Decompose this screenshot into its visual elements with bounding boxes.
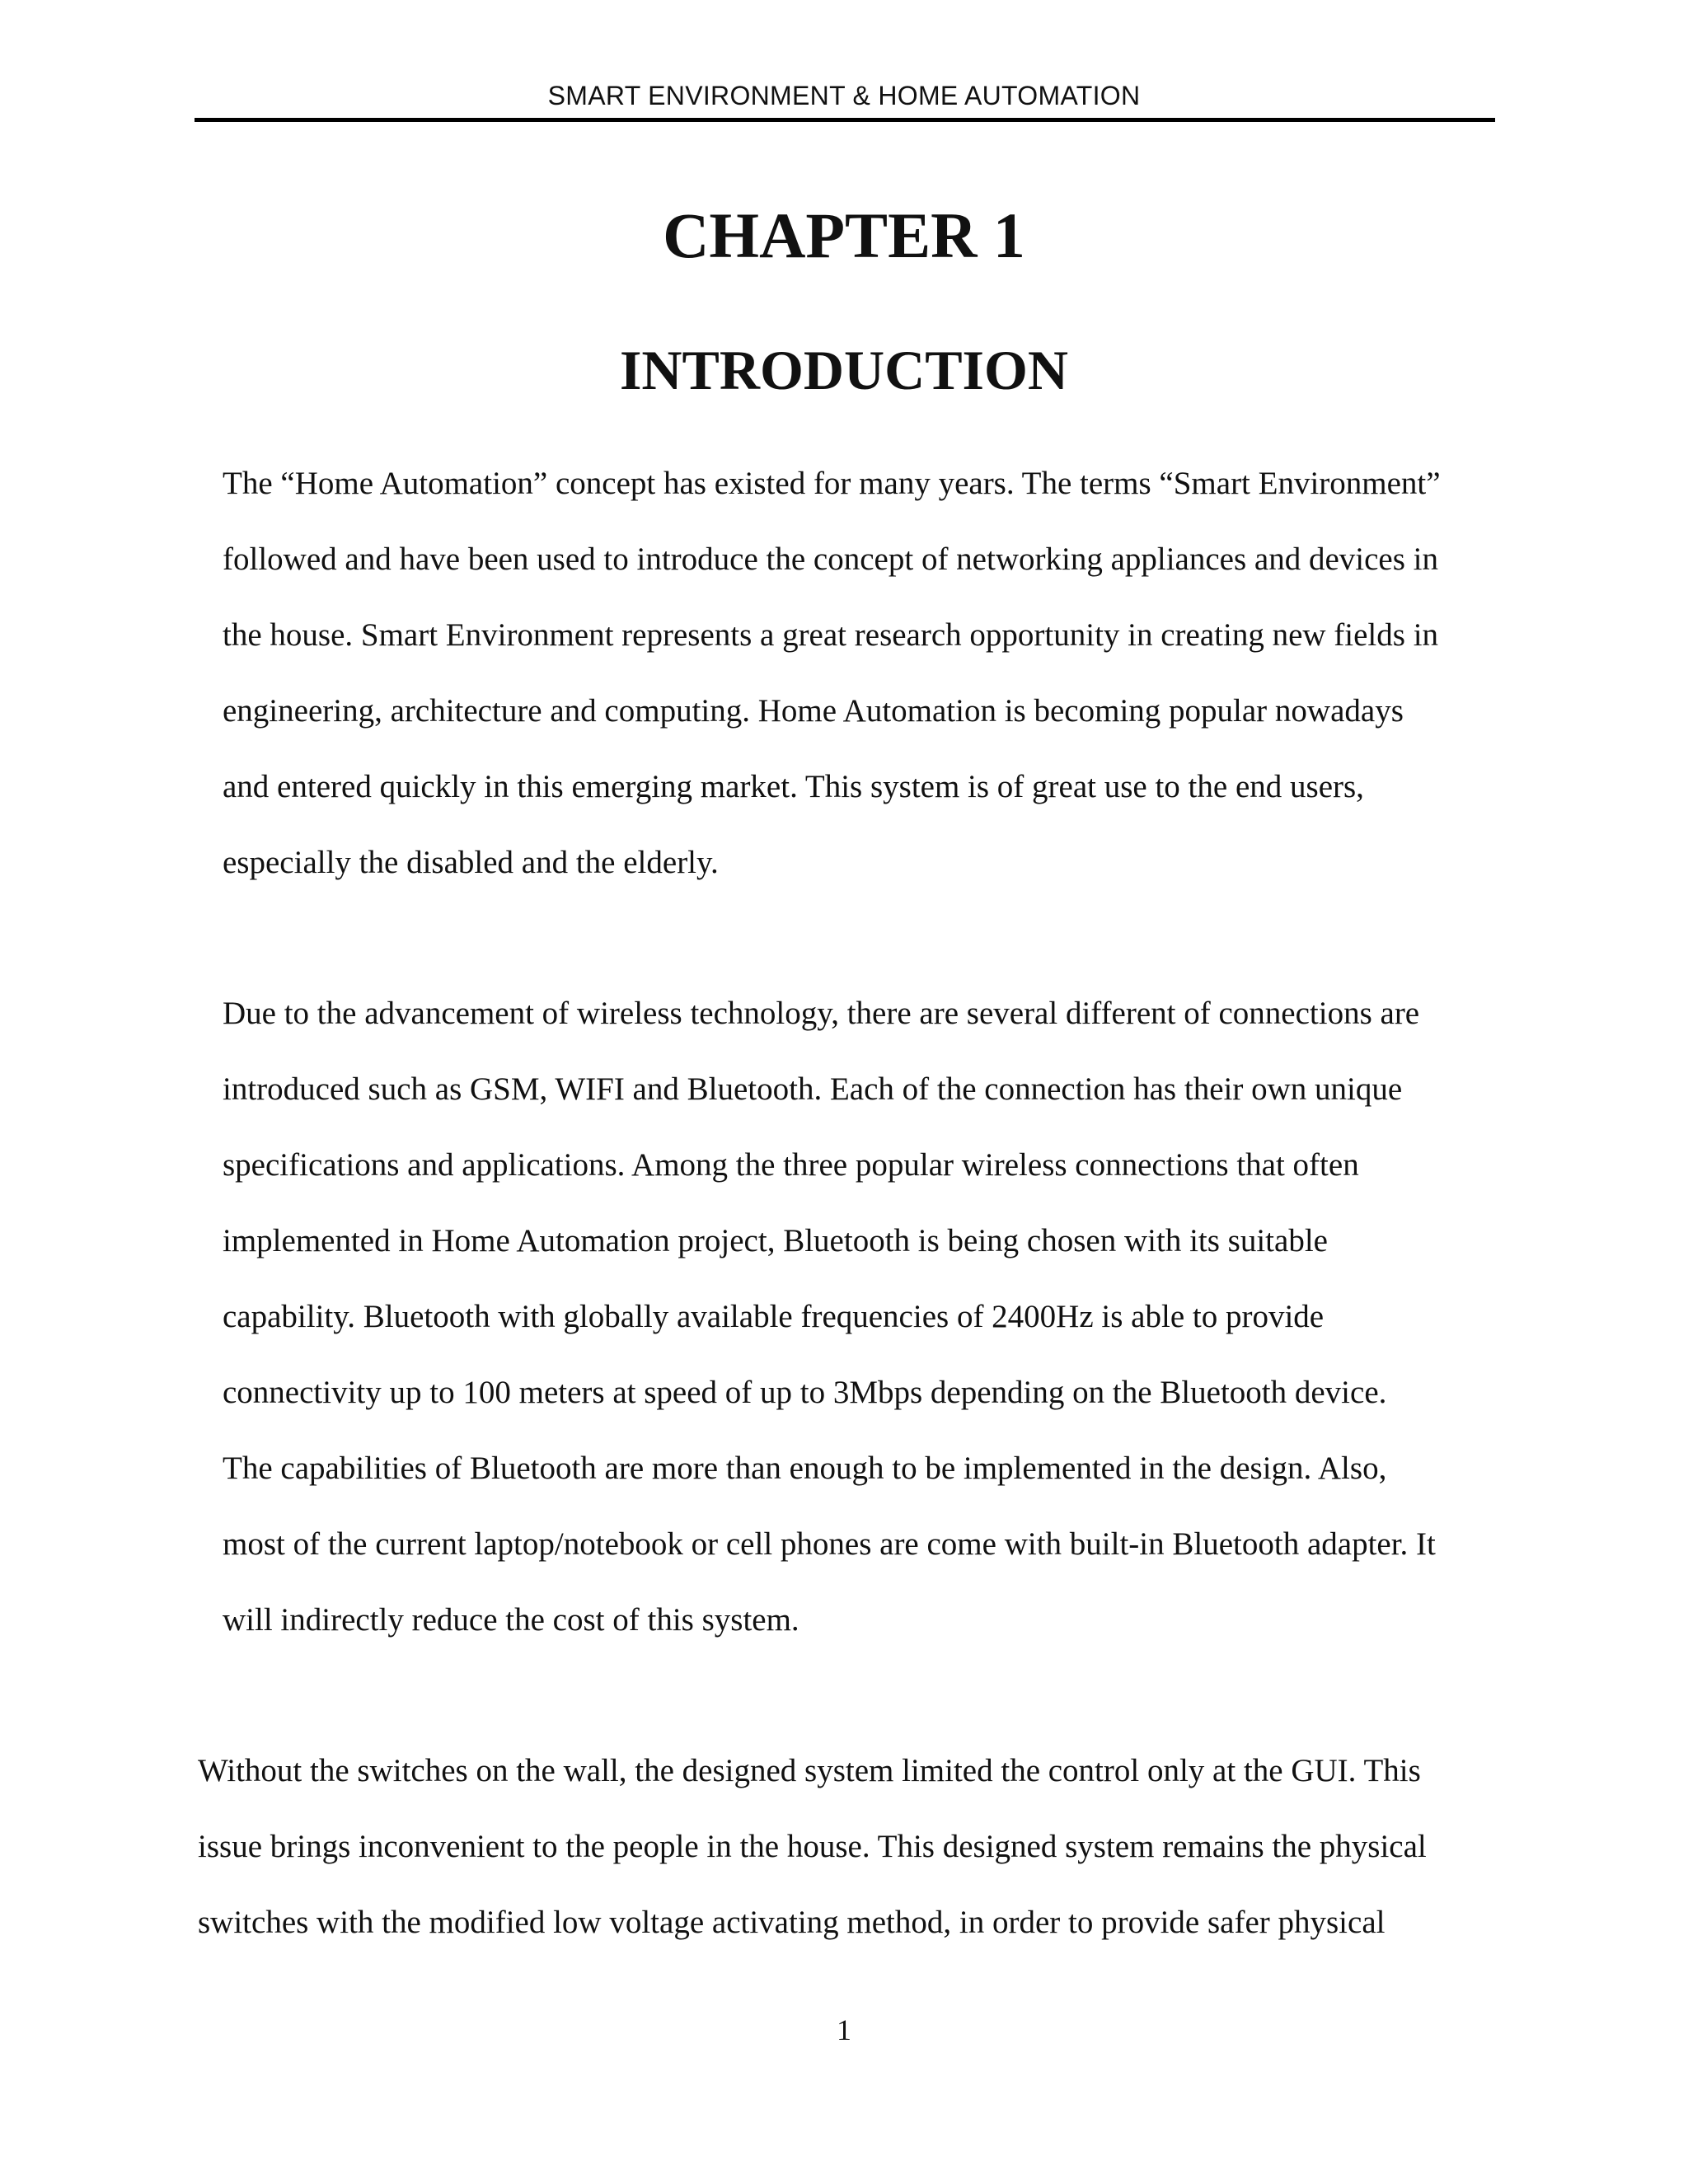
paragraph-2-line-1: Due to the advancement of wireless technology, there are several different of connections are [223,996,1420,1031]
paragraph-1-line-5: and entered quickly in this emerging market. This system is of great use to the end users, [223,769,1364,804]
paragraph-2-line-6: connectivity up to 100 meters at speed of up to 3Mbps depending on the Bluetooth device. [223,1375,1387,1410]
paragraph-2-line-2: introduced such as GSM, WIFI and Bluetooth. Each of the connection has their own unique [223,1071,1403,1107]
paragraph-1-line-1: The “Home Automation” concept has existed for many years. The terms “Smart Environment” [223,466,1441,501]
header-rule [195,118,1495,122]
paragraph-2-line-4: implemented in Home Automation project, Bluetooth is being chosen with its suitable [223,1223,1328,1258]
paragraph-3-line-1: Without the switches on the wall, the designed system limited the control only at the GUI. This [198,1753,1421,1788]
paragraph-1-line-4: engineering, architecture and computing. Home Automation is becoming popular nowadays [223,693,1404,729]
page-number: 1 [837,2013,851,2046]
paragraph-2-line-5: capability. Bluetooth with globally available frequencies of 2400Hz is able to provide [223,1299,1325,1334]
paragraph-2-line-9: will indirectly reduce the cost of this system. [223,1602,799,1638]
paragraph-2-line-7: The capabilities of Bluetooth are more than enough to be implemented in the design. Also, [223,1451,1387,1486]
paragraph-2-line-8: most of the current laptop/notebook or cell phones are come with built-in Bluetooth adapter. It [223,1526,1436,1562]
chapter-title: INTRODUCTION [619,339,1069,401]
paragraph-1-line-6: especially the disabled and the elderly. [223,845,719,880]
paragraph-1-line-3: the house. Smart Environment represents a great research opportunity in creating new fields in [223,617,1439,653]
paragraph-1-line-2: followed and have been used to introduce the concept of networking appliances and devices in [223,541,1438,577]
paragraph-3-line-2: issue brings inconvenient to the people in the house. This designed system remains the physical [198,1829,1427,1864]
chapter-number: CHAPTER 1 [663,199,1025,271]
running-header: SMART ENVIRONMENT & HOME AUTOMATION [547,81,1141,110]
paragraph-2-line-3: specifications and applications. Among the three popular wireless connections that often [223,1147,1359,1183]
paragraph-3-line-3: switches with the modified low voltage activating method, in order to provide safer physical [198,1905,1386,1940]
